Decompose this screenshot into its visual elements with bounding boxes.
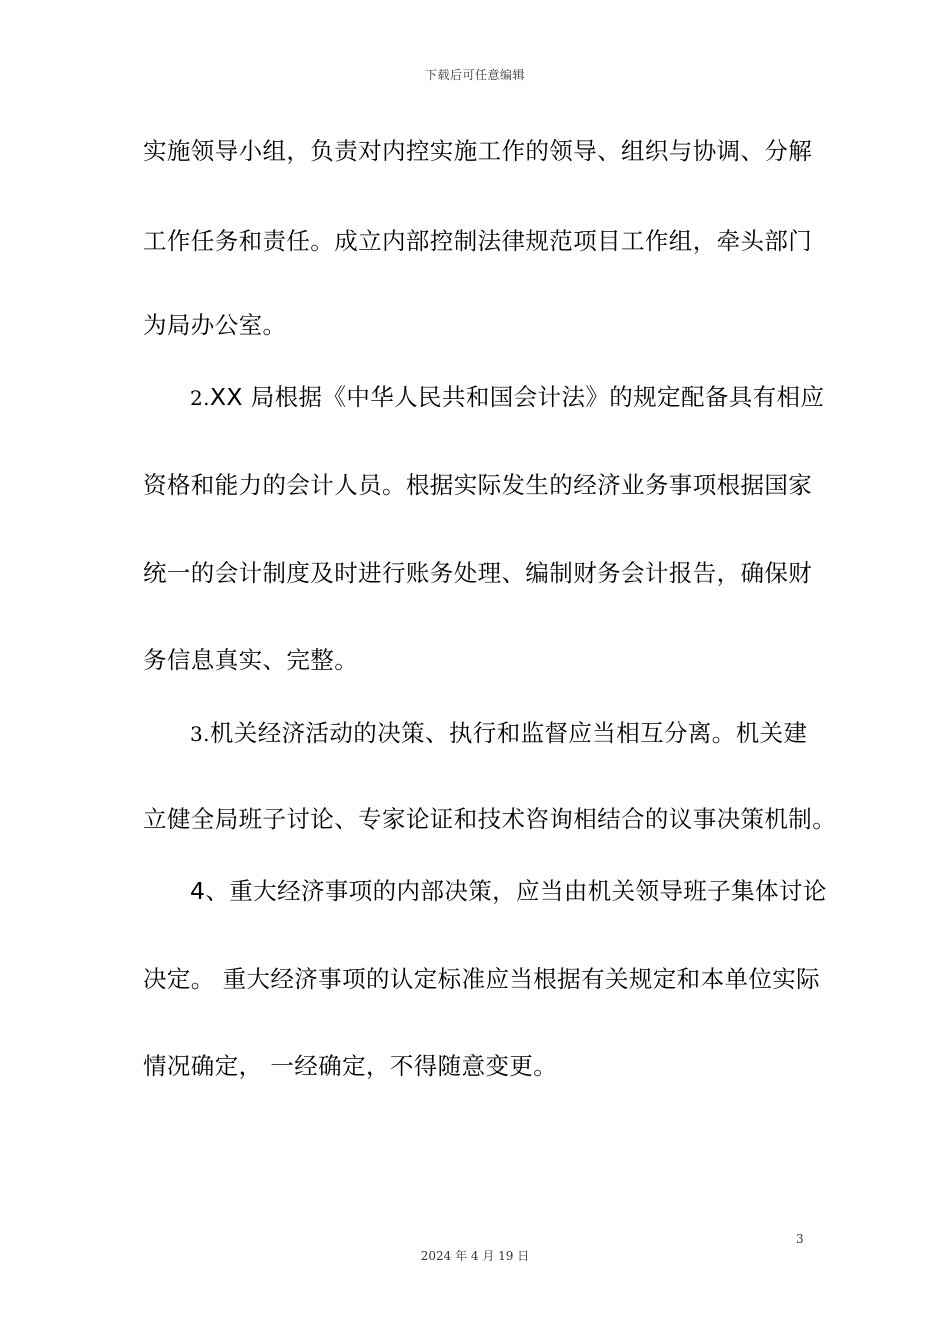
page-number: 3: [796, 1232, 804, 1246]
paragraph-3-number: 3.: [190, 722, 210, 746]
paragraph-4-line-3: 情况确定， 一经确定，不得随意变更。: [143, 1052, 558, 1080]
page-header: 下载后可任意编辑: [424, 68, 525, 82]
paragraph-2-line-4: 务信息真实、完整。: [143, 646, 359, 674]
paragraph-4-line-1: 4、重大经济事项的内部决策，应当由机关领导班子集体讨论: [190, 877, 827, 905]
paragraph-1-line-2: 工作任务和责任。成立内部控制法律规范项目工作组，牵头部门: [143, 227, 813, 255]
paragraph-3-line-1-text: 机关经济活动的决策、执行和监督应当相互分离。机关建: [209, 719, 808, 747]
paragraph-2-line-1-text: XX 局根据《中华人民共和国会计法》的规定配备具有相应: [209, 383, 825, 411]
paragraph-3-line-1: [190, 718, 807, 749]
footer-date: 2024 年 4 月 19 日: [420, 1249, 530, 1263]
paragraph-2-line-2: 资格和能力的会计人员。根据实际发生的经济业务事项根据国家: [143, 471, 813, 499]
paragraph-4-line-2: 决定。 重大经济事项的认定标准应当根据有关规定和本单位实际: [143, 965, 821, 993]
paragraph-1-line-3: 为局办公室。: [143, 311, 287, 339]
paragraph-3-line-2: 立健全局班子讨论、专家论证和技术咨询相结合的议事决策机制。: [143, 805, 837, 833]
paragraph-2-line-3: 统一的会计制度及时进行账务处理、编制财务会计报告，确保财: [143, 559, 813, 587]
paragraph-1-line-1: 实施领导小组，负责对内控实施工作的领导、组织与协调、分解: [143, 137, 813, 165]
paragraph-2-number: 2.: [190, 386, 210, 410]
paragraph-2-line-1: [190, 382, 824, 413]
